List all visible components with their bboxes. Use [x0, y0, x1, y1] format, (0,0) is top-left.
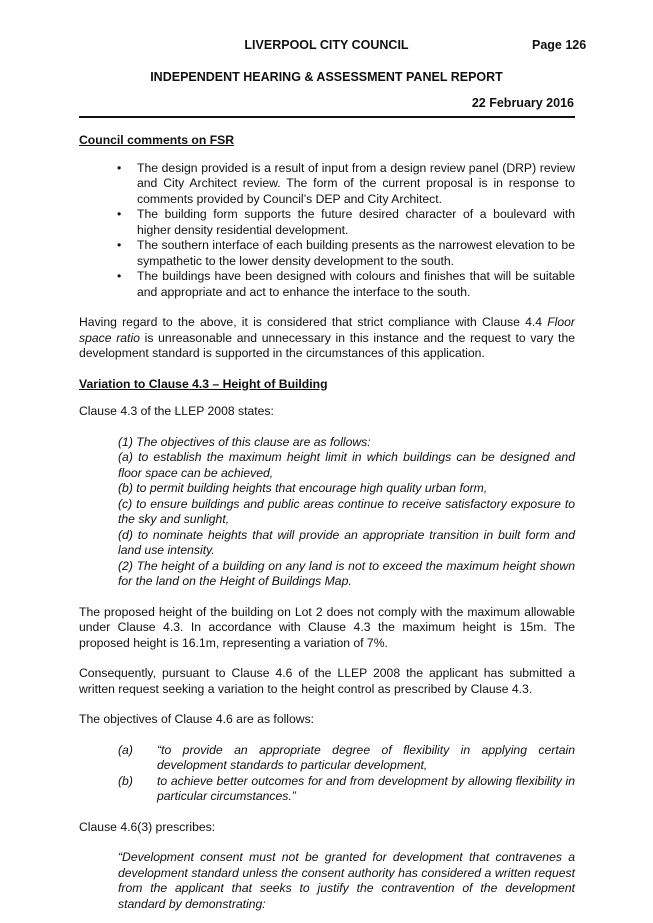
clause-4-3-quote: [118, 435, 575, 590]
report-date: 22 February 2016: [471, 96, 574, 110]
bullet-icon: •: [117, 238, 122, 252]
clause-4-6-paragraph: Consequently, pursuant to Clause 4.6 of the LLEP 2008 the applicant has submitted a written request seeking a variation to the height control as prescribed by Clause 4.3.: [79, 666, 575, 696]
list-item: [117, 207, 575, 238]
quote-line: (2) The height of a building on any land is not to exceed the maximum height shown for the land on the Height of Buildings Map.: [118, 558, 575, 588]
height-intro: Clause 4.3 of the LLEP 2008 states:: [79, 404, 274, 418]
fsr-conclusion: Having regard to the above, it is considered that strict compliance with Clause 4.4 Floor space ratio is unreasonable and unnecessary in this instance and the request to vary the development standard is supported in the circumstances of this application.: [79, 315, 575, 360]
quote-line: (a) to establish the maximum height limit in which buildings can be designed and floor space can be achieved,: [118, 450, 575, 480]
clause-4-6-3-quote: “Development consent must not be granted for development that contravenes a development standard unless the consent authority has considered a written request from the applicant that seeks to justify the contravention of the development standard by demonstrating:: [118, 850, 575, 911]
header-divider: [79, 116, 575, 118]
list-item: [118, 774, 575, 805]
bullet-text: The building form supports the future desired character of a boulevard with higher density residential development.: [137, 207, 575, 237]
bullet-icon: •: [117, 269, 122, 283]
list-item: [117, 238, 575, 269]
page-number: Page 126: [532, 38, 587, 52]
clause-4-6-objectives: [118, 743, 575, 805]
objectives-intro: The objectives of Clause 4.6 are as follows:: [79, 712, 315, 726]
bullet-icon: •: [117, 160, 122, 175]
height-variation-paragraph: The proposed height of the building on Lot 2 does not comply with the maximum allowable under Clause 4.3. In accordance with Clause 4.3 the maximum height is 15m. The proposed height is 16.1m, representing a variation of 7%.: [79, 604, 575, 650]
council-name: LIVERPOOL CITY COUNCIL: [244, 38, 409, 52]
bullet-text: The design provided is a result of input from a design review panel (DRP) review and City Architect review. The form of the current proposal is in response to comments provided by Council’s DEP and City Architect.: [137, 160, 575, 206]
report-body: [79, 133, 575, 912]
list-item: [118, 743, 575, 774]
report-title: INDEPENDENT HEARING & ASSESSMENT PANEL REPORT: [150, 70, 503, 84]
fsr-bullet-list: [79, 161, 575, 301]
fsr-heading: Council comments on FSR: [79, 133, 235, 147]
list-item: [117, 269, 575, 300]
list-item: [117, 160, 575, 208]
bullet-icon: •: [117, 207, 122, 221]
quote-line: (c) to ensure buildings and public areas continue to receive satisfactory exposure to the sky and sunlight,: [118, 496, 575, 526]
quote-line: (b) to permit building heights that encourage high quality urban form,: [118, 481, 488, 495]
objective-text: “to provide an appropriate degree of flexibility in applying certain development standards to particular development,: [157, 742, 575, 772]
quote-line: (1) The objectives of this clause are as follows:: [118, 434, 371, 449]
quote-line: (d) to nominate heights that will provide an appropriate transition in built form and land use intensity.: [118, 527, 575, 557]
clause-4-6-3-intro: Clause 4.6(3) prescribes:: [79, 819, 216, 834]
objective-label: (b): [118, 773, 133, 788]
objective-text: to achieve better outcomes for and from development by allowing flexibility in particular circumstances.”: [157, 773, 575, 803]
bullet-text: The buildings have been designed with colours and finishes that will be suitable and appropriate and act to enhance the interface to the south.: [137, 269, 575, 299]
bullet-text: The southern interface of each building presents as the narrowest elevation to be sympathetic to the lower density development to the south.: [137, 238, 575, 268]
objective-label: (a): [118, 742, 133, 757]
height-heading: Variation to Clause 4.3 – Height of Building: [79, 376, 328, 391]
